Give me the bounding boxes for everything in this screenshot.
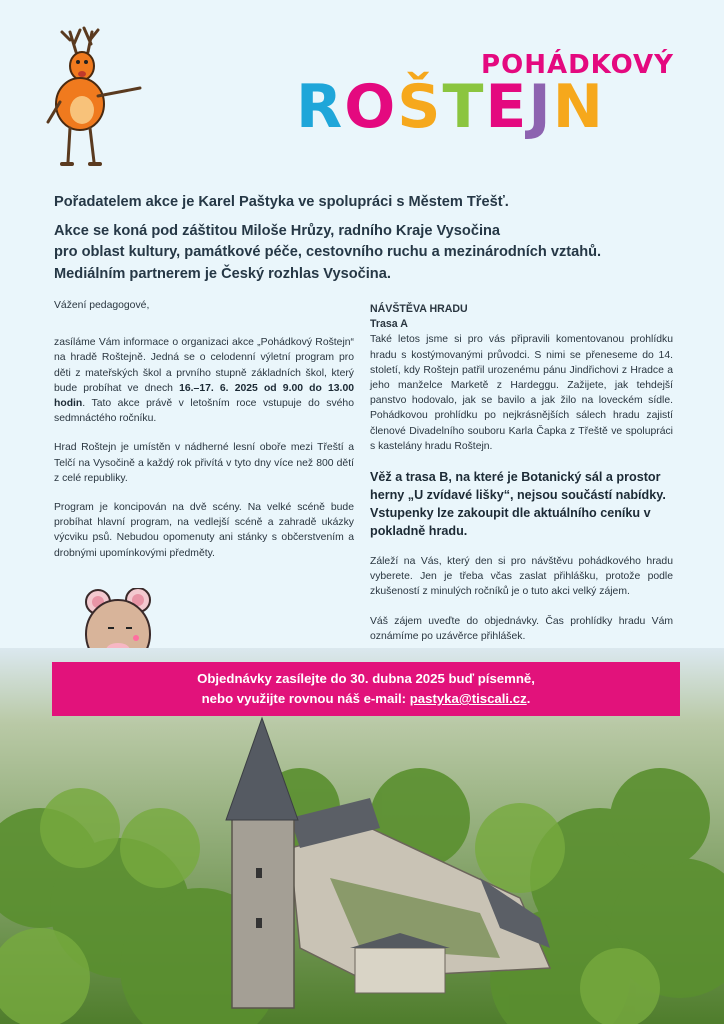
order-banner (52, 662, 680, 716)
patronage-text (54, 221, 694, 263)
logo-letter: Š (397, 72, 443, 142)
media-partner-line: Mediálním partnerem je Český rozhlas Vysočina. (54, 266, 391, 282)
organizer-line: Pořadatelem akce je Karel Paštyka ve spolupráci s Městem Třešť. (54, 194, 509, 210)
logo-main-text (296, 72, 605, 142)
logo-letter: R (296, 72, 345, 142)
section-subheading: Trasa A (370, 318, 408, 331)
banner-line: Objednávky zasílejte do 30. dubna 2025 buď písemně, (197, 671, 535, 686)
paragraph: Záleží na Vás, který den si pro návštěvu pohádkového hradu vyberete. Jen je třeba včas zaslat přihlášku, protože podle zkušeností z minulých ročníků je o tuto akci velký zájem. (370, 556, 673, 598)
paragraph: Také letos jsme si pro vás připravili komentovanou prohlídku hradu s kostýmovanými průvodci. S nimi se přeneseme do 14. století, kdy Roštejn patřil urozenému pánu Jindřichovi z Hradce a jeho manželce Marketě z Hardeggu. Zažijete, jak tehdejší panstvo hodovalo, jak se bavilo a jak žilo na loveckém sídle. Pohádkovou prohlídku po nejkrásnějších sálech hradu zajistí členové Divadelního souboru Karla Čapka z Třeště ve spolupráci s kastelány hradu Roštejn. (370, 334, 673, 452)
right-column (370, 298, 673, 661)
notice-line: Vstupenky lze zakoupit dle aktuálního ceníku v pokladně hradu. (370, 506, 651, 539)
paragraph (54, 335, 354, 426)
banner-text: . (526, 691, 531, 706)
event-dates: 16.–17. 6. 2025 od 9.00 do 13.00 hodin (54, 382, 354, 410)
section-heading: NÁVŠTĚVA HRADU (370, 303, 468, 315)
deer-cartoon-icon (40, 22, 150, 172)
text: . Tato akce právě v letošním roce vstupuje do svého sedmnáctého ročníku. (54, 398, 354, 425)
text: zasíláme Vám informace o organizaci akce „Pohádkový Roštejn“ na hradě Roštejně. Jedná se o celodenní výletní program pro děti z mateřských škol a prvního stupně základních škol, který bude probíhat ve dnech (54, 337, 354, 394)
paragraph: Hrad Roštejn je umístěn v nádherné lesní oboře mezi Třeští a Telčí na Vysočině a každý rok přivítá v tyto dny více než 800 dětí z celé republiky. (54, 442, 354, 484)
banner-line (52, 689, 680, 709)
patronage-line: Akce se koná pod záštitou Miloše Hrůzy, radního Kraje Vysočina (54, 223, 501, 239)
paragraph: Váš zájem uveďte do objednávky. Čas prohlídky hradu Vám oznámíme po uzávěrce přihlášek. (370, 615, 673, 642)
notice-line: Věž a trasa B, na které je Botanický sál a prostor herny „U zvídavé lišky“, nejsou součástí nabídky. (370, 470, 666, 503)
banner-text: nebo využijte rovnou náš e-mail: (201, 691, 410, 706)
logo-letter: N (552, 72, 605, 142)
email-link[interactable]: pastyka@tiscali.cz (409, 691, 527, 706)
logo-letter: T (442, 72, 486, 142)
logo (296, 50, 696, 150)
logo-top-text: POHÁDKOVÝ (481, 50, 674, 80)
left-column (54, 298, 354, 575)
patronage-line: pro oblast kultury, památkové péče, cestovního ruchu a mezinárodních vztahů. (54, 244, 602, 260)
paragraph: Program je koncipován na dvě scény. Na velké scéně bude probíhat hlavní program, na vedlejší scéně a zahradě ukázky výcviku psů. Nebudou opomenuty ani stánky s občerstvením a drobnými upomínkovými předměty. (54, 502, 354, 559)
greeting: Vážení pedagogové, (54, 300, 150, 311)
logo-letter: E (485, 72, 529, 142)
logo-letter: J (528, 72, 553, 142)
notice (370, 468, 673, 540)
logo-letter: O (344, 72, 398, 142)
